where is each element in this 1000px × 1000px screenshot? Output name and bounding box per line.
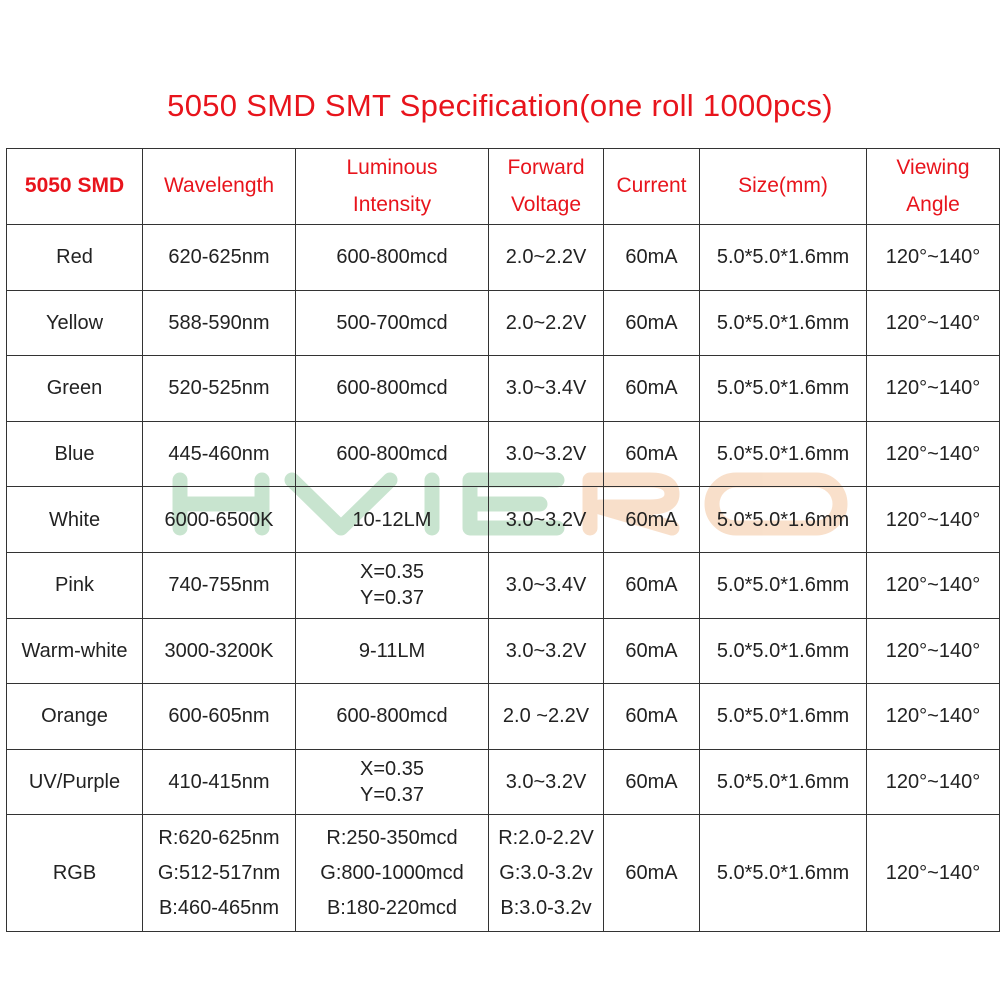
cell-voltage: 3.0~3.2V	[489, 421, 604, 487]
header-luminous	[296, 149, 489, 225]
header-angle-line: Angle	[906, 192, 960, 216]
cell-color: UV/Purple	[7, 749, 143, 815]
cell-color: Warm-white	[7, 618, 143, 684]
cell-wavelength	[143, 815, 296, 932]
table-row	[7, 684, 1000, 750]
cell-size: 5.0*5.0*1.6mm	[700, 815, 867, 932]
table-row	[7, 356, 1000, 422]
cell-wavelength: 620-625nm	[143, 225, 296, 291]
cell-luminous: 10-12LM	[296, 487, 489, 553]
cell-wavelength: 445-460nm	[143, 421, 296, 487]
cell-size: 5.0*5.0*1.6mm	[700, 749, 867, 815]
cell-luminous	[296, 749, 489, 815]
cell-current: 60mA	[604, 749, 700, 815]
cell-size: 5.0*5.0*1.6mm	[700, 225, 867, 291]
cell-color: Pink	[7, 552, 143, 618]
cell-luminous: 600-800mcd	[296, 421, 489, 487]
cell-angle: 120°~140°	[867, 290, 1000, 356]
cell-voltage	[489, 815, 604, 932]
cell-voltage: 3.0~3.2V	[489, 487, 604, 553]
header-angle	[867, 149, 1000, 225]
cell-voltage: 3.0~3.2V	[489, 749, 604, 815]
cell-color: White	[7, 487, 143, 553]
cell-angle: 120°~140°	[867, 356, 1000, 422]
cell-luminous: 9-11LM	[296, 618, 489, 684]
cell-wavelength: 6000-6500K	[143, 487, 296, 553]
cell-angle: 120°~140°	[867, 815, 1000, 932]
cell-angle: 120°~140°	[867, 487, 1000, 553]
cell-angle: 120°~140°	[867, 618, 1000, 684]
cell-luminous-line: Y=0.37	[360, 587, 424, 610]
cell-luminous: 600-800mcd	[296, 225, 489, 291]
cell-wavelength: 520-525nm	[143, 356, 296, 422]
header-luminous-line: Intensity	[352, 192, 432, 216]
cell-current: 60mA	[604, 290, 700, 356]
header-luminous-line: Luminous	[346, 155, 438, 179]
cell-current: 60mA	[604, 356, 700, 422]
cell-wavelength: 588-590nm	[143, 290, 296, 356]
cell-color: Orange	[7, 684, 143, 750]
header-current: Current	[604, 149, 700, 225]
table-row-rgb	[7, 815, 1000, 932]
cell-angle: 120°~140°	[867, 749, 1000, 815]
cell-luminous	[296, 552, 489, 618]
cell-angle: 120°~140°	[867, 684, 1000, 750]
header-wavelength: Wavelength	[143, 149, 296, 225]
cell-luminous: 500-700mcd	[296, 290, 489, 356]
cell-color: RGB	[7, 815, 143, 932]
page-title: 5050 SMD SMT Specification(one roll 1000pcs)	[167, 88, 833, 123]
cell-angle: 120°~140°	[867, 225, 1000, 291]
cell-luminous-line: X=0.35	[360, 758, 424, 781]
header-size: Size(mm)	[700, 149, 867, 225]
table-row	[7, 552, 1000, 618]
spec-table	[6, 148, 1000, 932]
header-row	[7, 149, 1000, 225]
cell-size: 5.0*5.0*1.6mm	[700, 356, 867, 422]
cell-current: 60mA	[604, 815, 700, 932]
cell-current: 60mA	[604, 552, 700, 618]
cell-luminous-line: X=0.35	[360, 561, 424, 584]
cell-color: Yellow	[7, 290, 143, 356]
cell-current: 60mA	[604, 618, 700, 684]
cell-voltage: 2.0~2.2V	[489, 225, 604, 291]
cell-color: Blue	[7, 421, 143, 487]
table-row	[7, 749, 1000, 815]
cell-luminous	[296, 815, 489, 932]
cell-voltage: 2.0 ~2.2V	[489, 684, 604, 750]
cell-current: 60mA	[604, 421, 700, 487]
cell-angle: 120°~140°	[867, 421, 1000, 487]
cell-size: 5.0*5.0*1.6mm	[700, 487, 867, 553]
cell-voltage: 3.0~3.4V	[489, 552, 604, 618]
cell-color: Red	[7, 225, 143, 291]
cell-wavelength: 410-415nm	[143, 749, 296, 815]
table-row	[7, 225, 1000, 291]
cell-luminous: 600-800mcd	[296, 684, 489, 750]
cell-current: 60mA	[604, 487, 700, 553]
header-voltage-line: Forward	[507, 155, 585, 179]
table-row	[7, 290, 1000, 356]
cell-luminous-line: B:180-220mcd	[326, 896, 458, 919]
cell-wavelength: 740-755nm	[143, 552, 296, 618]
cell-luminous-line: R:250-350mcd	[326, 826, 458, 849]
cell-voltage: 3.0~3.2V	[489, 618, 604, 684]
cell-luminous: 600-800mcd	[296, 356, 489, 422]
cell-size: 5.0*5.0*1.6mm	[700, 618, 867, 684]
cell-current: 60mA	[604, 225, 700, 291]
cell-voltage: 3.0~3.4V	[489, 356, 604, 422]
cell-wavelength-line: B:460-465nm	[158, 896, 280, 919]
header-model: 5050 SMD	[7, 149, 143, 225]
cell-voltage-line: G:3.0-3.2v	[499, 861, 593, 884]
cell-wavelength: 3000-3200K	[143, 618, 296, 684]
cell-voltage-line: B:3.0-3.2v	[500, 896, 592, 919]
cell-voltage: 2.0~2.2V	[489, 290, 604, 356]
cell-angle: 120°~140°	[867, 552, 1000, 618]
header-voltage	[489, 149, 604, 225]
cell-size: 5.0*5.0*1.6mm	[700, 421, 867, 487]
cell-size: 5.0*5.0*1.6mm	[700, 552, 867, 618]
cell-wavelength-line: G:512-517nm	[157, 861, 281, 884]
header-angle-line: Viewing	[896, 155, 970, 179]
cell-size: 5.0*5.0*1.6mm	[700, 684, 867, 750]
cell-voltage-line: R:2.0-2.2V	[498, 826, 594, 849]
cell-size: 5.0*5.0*1.6mm	[700, 290, 867, 356]
table-row	[7, 618, 1000, 684]
cell-color: Green	[7, 356, 143, 422]
header-voltage-line: Voltage	[510, 192, 582, 216]
cell-wavelength-line: R:620-625nm	[158, 826, 280, 849]
cell-luminous-line: Y=0.37	[360, 784, 424, 807]
table-row	[7, 421, 1000, 487]
cell-current: 60mA	[604, 684, 700, 750]
cell-luminous-line: G:800-1000mcd	[320, 861, 464, 884]
table-row	[7, 487, 1000, 553]
cell-wavelength: 600-605nm	[143, 684, 296, 750]
